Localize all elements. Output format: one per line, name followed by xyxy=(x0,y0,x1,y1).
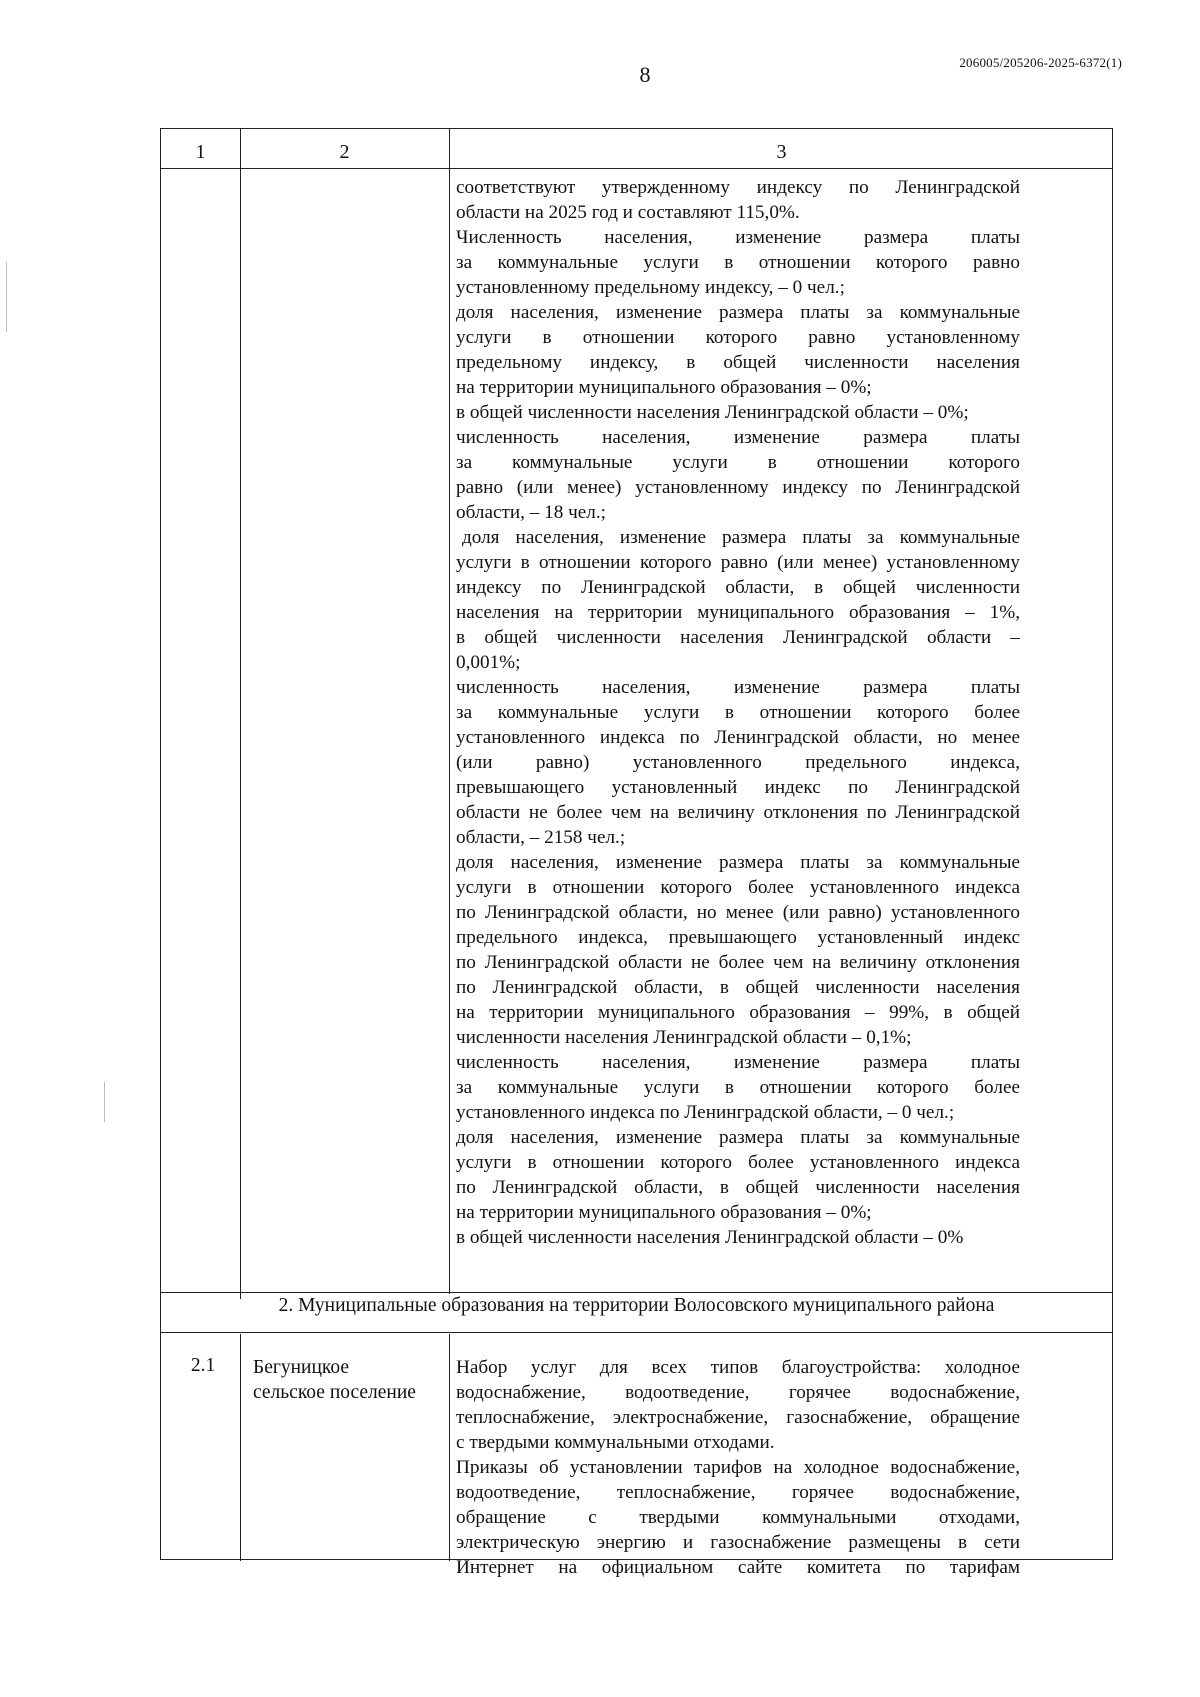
text-line: за коммунальные услуги в отношении которого более xyxy=(456,1077,1020,1098)
text-line: за коммунальные услуги в отношении которого равно xyxy=(456,252,1020,273)
text-line: на территории муниципального образования – 99%, в общей xyxy=(456,1002,1020,1023)
text-line: численность населения, изменение размера платы xyxy=(456,427,1020,448)
row-divider xyxy=(161,168,1112,169)
text-line: Интернет на официальном сайте комитета по тарифам xyxy=(456,1557,1020,1578)
text-line: области, – 18 чел.; xyxy=(456,502,606,523)
text-line: в общей численности населения Ленинградской области – 0% xyxy=(456,1227,964,1248)
header-col-1: 1 xyxy=(195,141,206,163)
section-heading: 2. Муниципальные образования на территории Волосовского муниципального района xyxy=(278,1295,995,1316)
text-line: соответствуют утвержденному индексу по Ленинградской xyxy=(456,177,1020,198)
text-line: теплоснабжение, электроснабжение, газоснабжение, обращение xyxy=(456,1407,1020,1428)
page-number: 8 xyxy=(639,62,651,87)
text-line: услуги в отношении которого более установленного индекса xyxy=(456,1152,1020,1173)
text-line: по Ленинградской области не более чем на величину отклонения xyxy=(456,952,1020,973)
text-line: доля населения, изменение размера платы за коммунальные xyxy=(462,527,1020,548)
text-line: предельного индекса, превышающего установленный индекс xyxy=(456,927,1020,948)
text-line: за коммунальные услуги в отношении которого xyxy=(456,452,1020,473)
text-line: предельному индексу, в общей численности населения xyxy=(456,352,1020,373)
margin-mark xyxy=(104,1082,105,1122)
text-line: области не более чем на величину отклонения по Ленинградской xyxy=(456,802,1020,823)
text-line: установленного индекса по Ленинградской области, – 0 чел.; xyxy=(456,1102,955,1123)
text-line: электрическую энергию и газоснабжение размещены в сети xyxy=(456,1532,1020,1553)
text-line: 0,001%; xyxy=(456,652,521,673)
text-line: в общей численности населения Ленинградской области – xyxy=(456,627,1020,648)
text-line: населения на территории муниципального образования – 1%, xyxy=(456,602,1020,623)
text-line: Приказы об установлении тарифов на холодное водоснабжение, xyxy=(456,1457,1020,1478)
column-divider xyxy=(240,129,241,1299)
municipality-name xyxy=(253,1355,416,1405)
column-divider xyxy=(449,1334,450,1561)
text-line: численность населения, изменение размера платы xyxy=(456,677,1020,698)
text-line: установленному предельному индексу, – 0 чел.; xyxy=(456,277,845,298)
text-line: услуги в отношении которого более установленного индекса xyxy=(456,877,1020,898)
text-line: численность населения, изменение размера платы xyxy=(456,1052,1020,1073)
column-divider xyxy=(449,129,450,1294)
text-line: доля населения, изменение размера платы за коммунальные xyxy=(456,1127,1020,1148)
text-line: численности населения Ленинградской области – 0,1%; xyxy=(456,1027,912,1048)
header-col-2: 2 xyxy=(339,141,350,163)
row-divider xyxy=(161,1292,1112,1293)
margin-mark xyxy=(6,262,7,332)
municipality-name-line: сельское поселение xyxy=(253,1382,416,1403)
text-line: Набор услуг для всех типов благоустройства: холодное xyxy=(456,1357,1020,1378)
row-number: 2.1 xyxy=(190,1355,216,1376)
text-line: по Ленинградской области, в общей численности населения xyxy=(456,1177,1020,1198)
row2-col3-text xyxy=(456,1355,1020,1580)
text-line: в общей численности населения Ленинградской области – 0%; xyxy=(456,402,969,423)
text-line: по Ленинградской области, в общей численности населения xyxy=(456,977,1020,998)
text-line: по Ленинградской области, но менее (или равно) установленного xyxy=(456,902,1020,923)
text-line: водоотведение, теплоснабжение, горячее водоснабжение, xyxy=(456,1482,1020,1503)
text-line: услуги в отношении которого равно установленному xyxy=(456,327,1020,348)
document-code: 206005/205206-2025-6372(1) xyxy=(959,55,1122,70)
text-line: с твердыми коммунальными отходами. xyxy=(456,1432,775,1453)
text-line: (или равно) установленного предельного индекса, xyxy=(456,752,1020,773)
data-table xyxy=(160,128,1113,1578)
text-line: Численность населения, изменение размера платы xyxy=(456,227,1020,248)
text-line: водоснабжение, водоотведение, горячее водоснабжение, xyxy=(456,1382,1020,1403)
municipality-name-line: Бегуницкое xyxy=(253,1357,350,1378)
row-divider xyxy=(161,1332,1112,1333)
text-line: индексу по Ленинградской области, в общей численности xyxy=(456,577,1020,598)
text-line: на территории муниципального образования – 0%; xyxy=(456,377,872,398)
row1-col3-text xyxy=(456,175,1020,1250)
text-line: за коммунальные услуги в отношении которого более xyxy=(456,702,1020,723)
text-line: услуги в отношении которого равно (или менее) установленному xyxy=(456,552,1020,573)
text-line: на территории муниципального образования – 0%; xyxy=(456,1202,872,1223)
text-line: доля населения, изменение размера платы за коммунальные xyxy=(456,302,1020,323)
text-line: обращение с твердыми коммунальными отходами, xyxy=(456,1507,1020,1528)
text-line: равно (или менее) установленному индексу по Ленинградской xyxy=(456,477,1020,498)
text-line: области, – 2158 чел.; xyxy=(456,827,626,848)
text-line: превышающего установленный индекс по Ленинградской xyxy=(456,777,1020,798)
text-line: области на 2025 год и составляют 115,0%. xyxy=(456,202,800,223)
text-line: установленного индекса по Ленинградской области, но менее xyxy=(456,727,1020,748)
text-line: доля населения, изменение размера платы за коммунальные xyxy=(456,852,1020,873)
header-col-3: 3 xyxy=(776,141,787,163)
